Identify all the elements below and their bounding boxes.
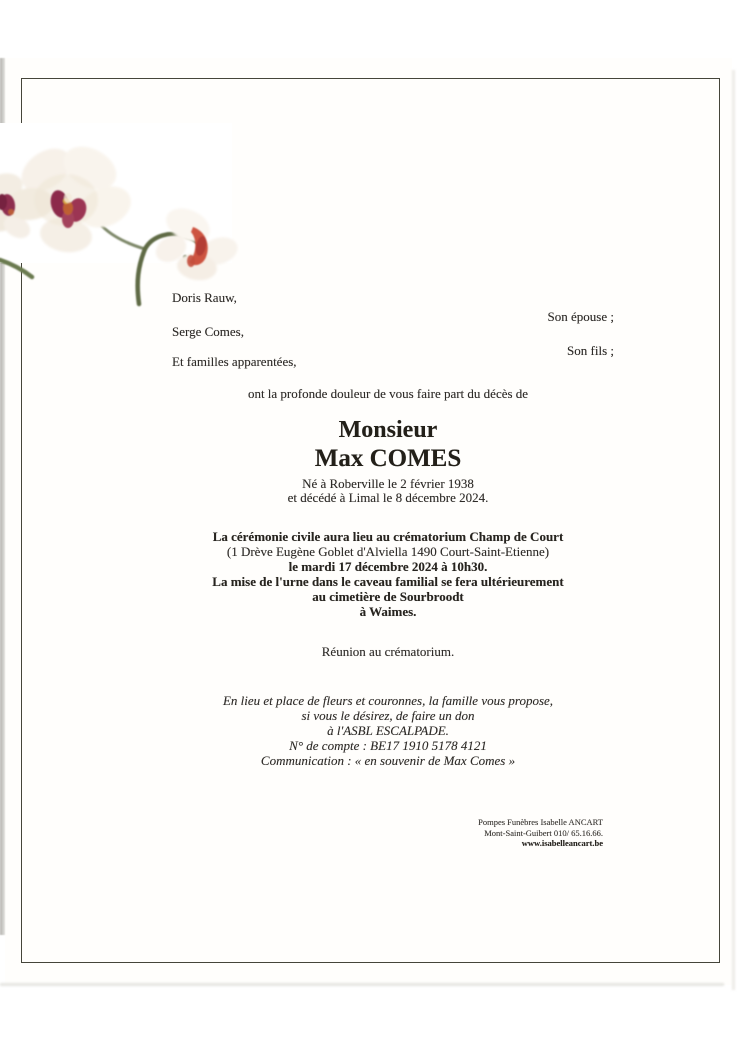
funeral-home-phone: Mont-Saint-Guibert 010/ 65.16.66. [484,827,603,838]
funeral-home-block [303,817,603,849]
ceremony-details [32,529,744,619]
donation-line-3: à l'ASBL ESCALPADE. [327,723,449,738]
announcer-name-3: Et familles apparentées, [172,354,297,369]
ceremony-line-urn: La mise de l'urne dans le caveau familial se fera ultérieurement [212,574,564,589]
donation-line-1: En lieu et place de fleurs et couronnes, la famille vous propose, [222,693,554,708]
funeral-home-name: Pompes Funèbres Isabelle ANCART [478,817,603,827]
donation-details [32,693,744,768]
relation-son: Son fils ; [567,343,614,358]
donation-line-communication: Communication : « en souvenir de Max Comes » [260,753,516,768]
death-line: et décédé à Limal le 8 décembre 2024. [287,490,489,505]
ceremony-line-datetime: le mardi 17 décembre 2024 à 10h30. [288,559,488,574]
announcement-intro: ont la profonde douleur de vous faire part du décès de [247,386,529,401]
ceremony-line-town: à Waimes. [359,604,417,619]
scan-bottom-shadow [0,983,724,986]
funeral-home-website: www.isabelleancart.be [521,838,603,849]
meeting-line: Réunion au crématorium. [321,644,455,659]
donation-line-account: N° de compte : BE17 1910 5178 4121 [289,738,487,753]
announcer-name-1: Doris Rauw, [172,290,237,305]
ceremony-line-venue: La cérémonie civile aura lieu au crématorium Champ de Court [212,529,564,544]
ceremony-line-cemetery: au cimetière de Sourbroodt [312,589,464,604]
ceremony-line-address: (1 Drève Eugène Goblet d'Alviella 1490 Court-Saint-Etienne) [226,544,550,559]
orchid-photo [0,108,240,308]
deceased-name: Max COMES [314,445,462,472]
announcer-name-2: Serge Comes, [172,324,244,339]
deceased-title: Monsieur [338,417,438,443]
birth-line: Né à Roberville le 2 février 1938 [302,476,474,491]
relation-spouse: Son épouse ; [547,309,614,324]
donation-line-2: si vous le désirez, de faire un don [301,708,475,723]
